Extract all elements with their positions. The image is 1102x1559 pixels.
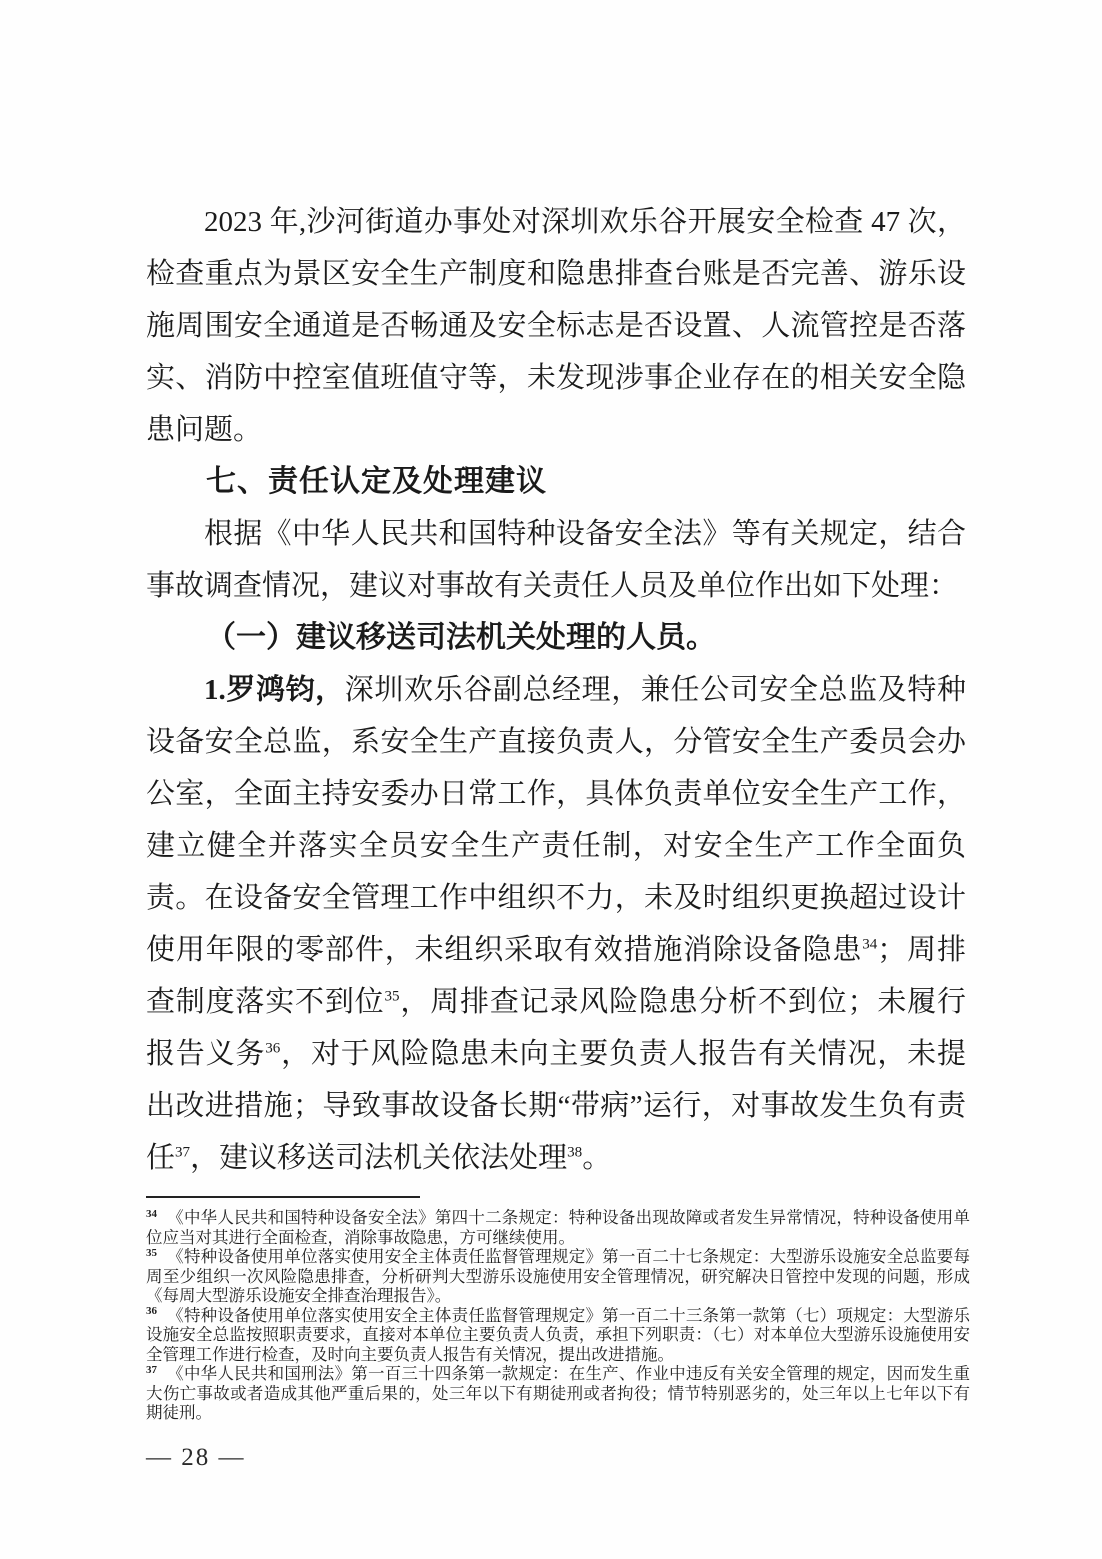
section-heading: 七、责任认定及处理建议	[206, 465, 547, 498]
footnote-separator-rule	[146, 1196, 420, 1198]
footnote-36-text: 《特种设备使用单位落实使用安全主体责任监督管理规定》第一百二十三条第一款第（七）项规定：大型游乐设施安全总监按照职责要求，直接对本单位主要负责人负责，承担下列职责：（七）对本单位大型游乐设施使用安全管理工作进行检查，及时向主要负责人报告有关情况，提出改进措施。	[146, 1305, 970, 1364]
page-number: — 28 —	[146, 1444, 246, 1471]
person-para-segment-1: ；周排查制度落实不到位	[146, 934, 966, 1018]
footnote-35-text: 《特种设备使用单位落实使用安全主体责任监督管理规定》第一百二十七条规定：大型游乐设施安全总监要每周至少组织一次风险隐患排查，分析研判大型游乐设施使用安全管理情况，研究解决日管控中发现的问题，形成《每周大型游乐设施安全排查治理报告》。	[146, 1247, 970, 1305]
footnote-34	[146, 1208, 970, 1247]
paragraph-person-luo	[146, 664, 966, 1184]
footnote-36-marker: 36	[146, 1305, 157, 1317]
subsection-heading: （一）建议移送司法机关处理的人员。	[206, 621, 716, 654]
footnote-34-marker: 34	[146, 1207, 157, 1220]
footnote-ref-36: 36	[265, 1040, 281, 1057]
person-para-segment-3: ，对于风险隐患未向主要负责人报告有关情况，未提出改进措施；导致事故设备长期“带病”运行，对事故发生负有责任	[146, 1038, 966, 1174]
person-para-segment-0: 深圳欢乐谷副总经理，兼任公司安全总监及特种设备安全总监，系安全生产直接负责人，分管安全生产委员会办公室，全面主持安委办日常工作，具体负责单位安全生产工作，建立健全并落实全员安全生产责任制，对安全生产工作全面负责。在设备安全管理工作中组织不力，未及时组织更换超过设计使用年限的零部件，未组织采取有效措施消除设备隐患	[146, 674, 966, 966]
person-para-segment-2: ，周排查记录风险隐患分析不到位；未履行报告义务	[146, 986, 966, 1070]
footnote-37	[146, 1364, 970, 1423]
footnote-ref-38: 38	[567, 1144, 583, 1161]
person-para-segment-5: 。	[582, 1142, 612, 1174]
footnote-35	[146, 1247, 970, 1306]
footnote-37-marker: 37	[146, 1363, 157, 1376]
footnote-34-text: 《中华人民共和国特种设备安全法》第四十二条规定：特种设备出现故障或者发生异常情况，特种设备使用单位应当对其进行全面检查，消除事故隐患，方可继续使用。	[146, 1208, 970, 1247]
paragraph-basis: 根据《中华人民共和国特种设备安全法》等有关规定，结合事故调查情况，建议对事故有关责任人员及单位作出如下处理：	[146, 518, 966, 602]
footnote-35-marker: 35	[146, 1246, 157, 1259]
person-name-lead: 1.罗鸿钧，	[204, 674, 345, 706]
footnote-ref-35: 35	[384, 988, 400, 1005]
footnote-area	[146, 1196, 970, 1423]
body-text-column	[146, 196, 966, 1184]
footnote-37-text: 《中华人民共和国刑法》第一百三十四条第一款规定：在生产、作业中违反有关安全管理的规定，因而发生重大伤亡事故或者造成其他严重后果的，处三年以下有期徒刑或者拘役；情节特别恶劣的，处三年以上七年以下有期徒刑。	[146, 1364, 970, 1422]
footnote-36	[146, 1306, 970, 1365]
person-para-segment-4: ，建议移送司法机关依法处理	[190, 1142, 568, 1174]
footnote-ref-34: 34	[862, 936, 878, 953]
footnote-ref-37: 37	[175, 1144, 191, 1161]
paragraph-inspection: 2023 年,沙河街道办事处对深圳欢乐谷开展安全检查 47 次，检查重点为景区安全生产制度和隐患排查台账是否完善、游乐设施周围安全通道是否畅通及安全标志是否设置、人流管控是否落实、消防中控室值班值守等，未发现涉事企业存在的相关安全隐患问题。	[146, 206, 966, 446]
